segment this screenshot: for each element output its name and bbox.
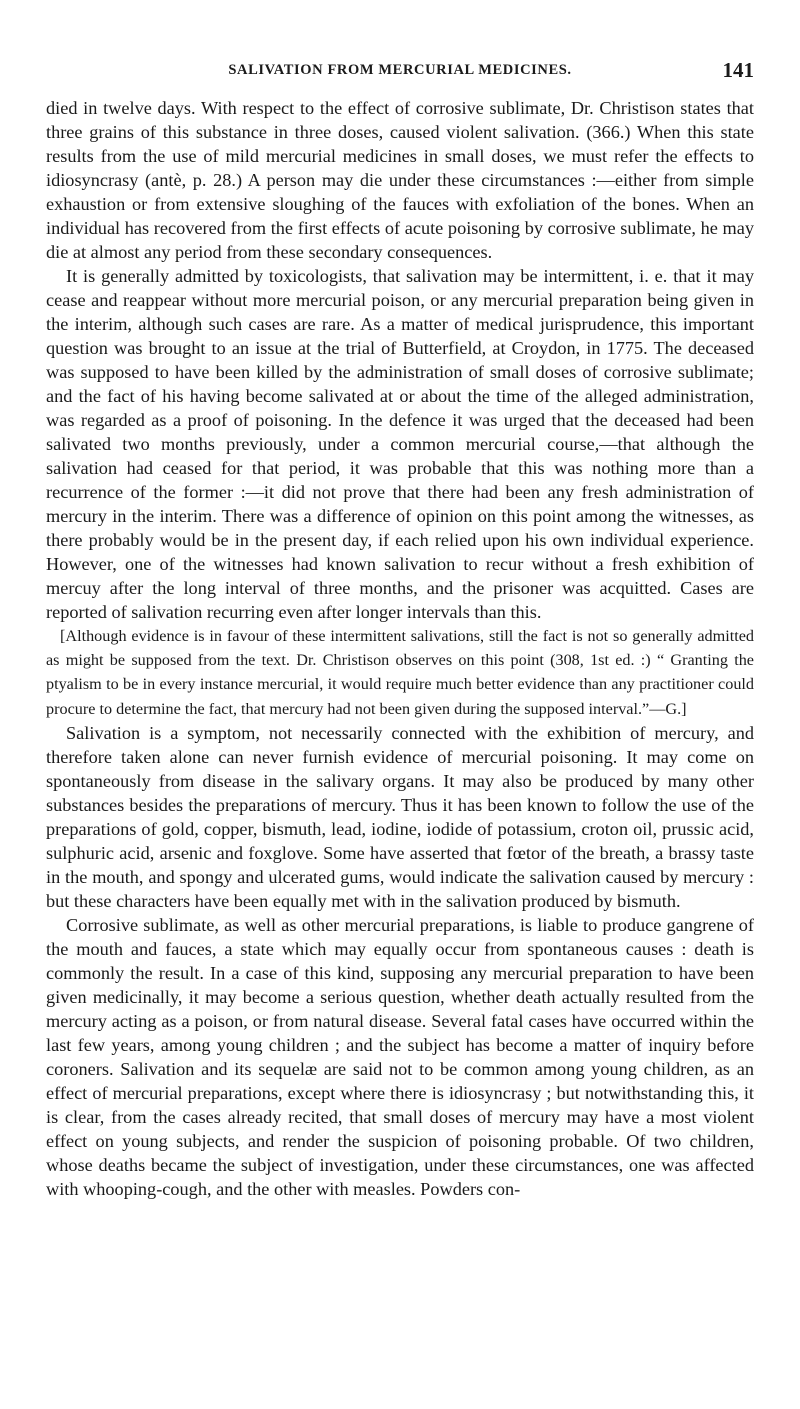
- page-number: 141: [722, 58, 754, 82]
- body-text-continued: [46, 721, 754, 1201]
- running-title: SALIVATION FROM MERCURIAL MEDICINES.: [228, 62, 572, 78]
- editor-note: [Although evidence is in favour of these intermittent salivations, still the fact is not so generally admitted as might be supposed from the text. Dr. Christison observes on this point (308, 1st ed. :) “ Granting the ptyalism to be in every instance mercurial, it would require much better evidence than any practitioner could procure to determine the fact, that mercury had not been given during the supposed interval.”—G.]: [46, 627, 754, 718]
- body-text: [46, 96, 754, 624]
- book-page: [46, 58, 754, 1201]
- paragraph: died in twelve days. With respect to the effect of corrosive sublimate, Dr. Christison states that three grains of this substance in three doses, caused violent salivation. (366.) When this state results from the use of mild mercurial medicines in small doses, we must refer the effects to idiosyncrasy (antè, p. 28.) A person may die under these circumstances :—either from simple exhaustion or from extensive sloughing of the fauces with exfoliation of the bones. When an individual has recovered from the first effects of acute poisoning by corrosive sublimate, he may die at almost any period from these secondary consequences.: [46, 98, 754, 262]
- paragraph: Corrosive sublimate, as well as other mercurial preparations, is liable to produce gangrene of the mouth and fauces, a state which may equally occur from spontaneous causes : death is commonly the result. In a case of this kind, supposing any mercurial preparation to have been given medicinally, it may become a serious question, whether death actually resulted from the mercury acting as a poison, or from natural disease. Several fatal cases have occurred within the last few years, among young children ; and the subject has become a matter of inquiry before coroners. Salivation and its sequelæ are said not to be common among young children, as an effect of mercurial preparations, except where there is idiosyncrasy ; but notwithstanding this, it is clear, from the cases already recited, that small doses of mercury may have a most violent effect on young subjects, and render the suspicion of poisoning probable. Of two children, whose deaths became the subject of investigation, under these circumstances, one was affected with whooping-cough, and the other with measles. Powders con-: [46, 914, 754, 1199]
- paragraph: Salivation is a symptom, not necessarily connected with the exhibition of mercury, and therefore taken alone can never furnish evidence of mercurial poisoning. It may come on spontaneously from disease in the salivary organs. It may also be produced by many other substances besides the preparations of mercury. Thus it has been known to follow the use of the preparations of gold, copper, bismuth, lead, iodine, iodide of potassium, croton oil, prussic acid, sulphuric acid, arsenic and foxglove. Some have asserted that fœtor of the breath, a brassy taste in the mouth, and spongy and ulcerated gums, would indicate the salivation caused by mercury : but these characters have been equally met with in the salivation produced by bismuth.: [46, 722, 754, 911]
- paragraph: It is generally admitted by toxicologists, that salivation may be intermittent, i. e. that it may cease and reappear without more mercurial poison, or any mercurial preparation being given in the interim, although such cases are rare. As a matter of medical jurisprudence, this important question was brought to an issue at the trial of Butterfield, at Croydon, in 1775. The deceased was supposed to have been killed by the administration of small doses of corrosive sublimate; and the fact of his having become salivated at or about the time of the alleged administration, was regarded as a proof of poisoning. In the defence it was urged that the deceased had been salivated two months previously, under a common mercurial course,—that although the salivation had ceased for that period, it was probable that this was nothing more than a recurrence of the former :—it did not prove that there had been any fresh administration of mercury in the interim. There was a difference of opinion on this point among the witnesses, as there probably would be in the present day, if each relied upon his own individual experience. However, one of the witnesses had known salivation to recur without a fresh exhibition of mercuy after the long interval of three months, and the prisoner was acquitted. Cases are reported of salivation recurring even after longer intervals than this.: [46, 266, 754, 622]
- running-header: [46, 58, 754, 84]
